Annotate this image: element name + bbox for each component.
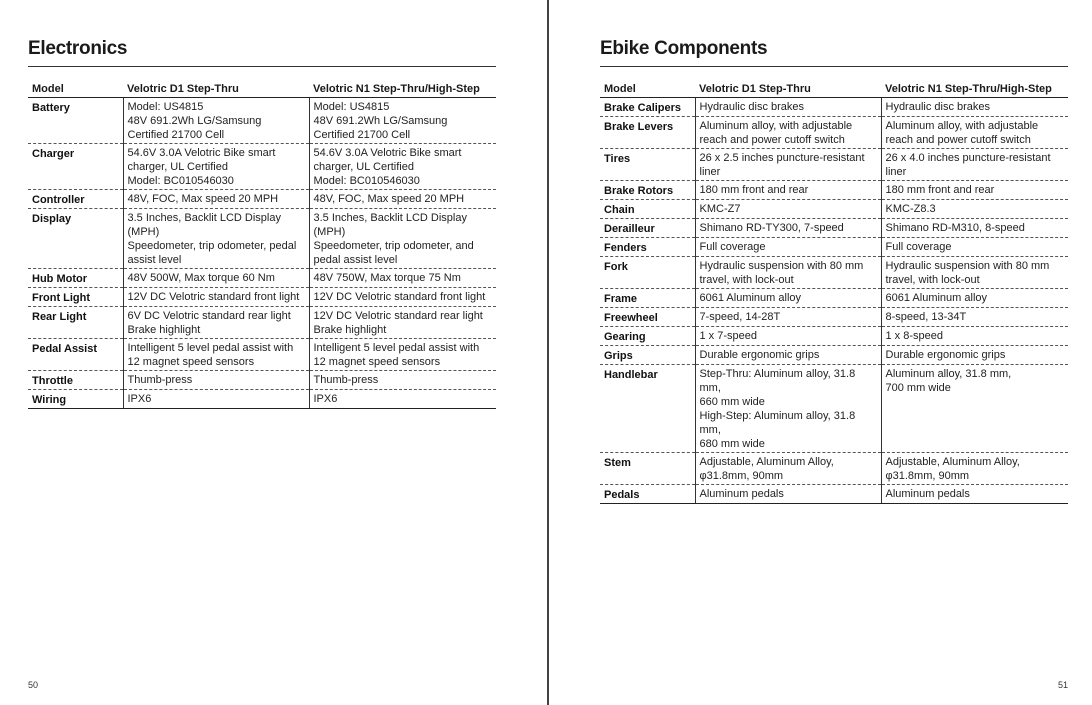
cell-n1: IPX6 bbox=[309, 390, 496, 409]
cell-d1: 48V, FOC, Max speed 20 MPH bbox=[123, 190, 309, 209]
table-row bbox=[600, 238, 1068, 257]
cell-d1: 6061 Aluminum alloy bbox=[695, 289, 881, 308]
cell-n1: Hydraulic disc brakes bbox=[881, 98, 1068, 117]
row-label: Chain bbox=[600, 200, 695, 219]
cell-n1: 180 mm front and rear bbox=[881, 181, 1068, 200]
electronics-spec-table bbox=[28, 80, 496, 409]
table-row bbox=[28, 98, 496, 144]
cell-d1: Intelligent 5 level pedal assist with 12 magnet speed sensors bbox=[123, 339, 309, 371]
cell-d1: 48V 500W, Max torque 60 Nm bbox=[123, 269, 309, 288]
table-row bbox=[600, 98, 1068, 117]
row-label: Throttle bbox=[28, 371, 123, 390]
cell-n1: Thumb-press bbox=[309, 371, 496, 390]
cell-n1: Hydraulic suspension with 80 mm travel, with lock-out bbox=[881, 257, 1068, 289]
table-row bbox=[600, 365, 1068, 453]
cell-d1: KMC-Z7 bbox=[695, 200, 881, 219]
cell-n1: KMC-Z8.3 bbox=[881, 200, 1068, 219]
table-row bbox=[28, 307, 496, 339]
cell-n1: 12V DC Velotric standard front light bbox=[309, 288, 496, 307]
row-label: Brake Calipers bbox=[600, 98, 695, 117]
cell-d1: Aluminum alloy, with adjustable reach and power cutoff switch bbox=[695, 117, 881, 149]
cell-n1: 48V 750W, Max torque 75 Nm bbox=[309, 269, 496, 288]
cell-d1: IPX6 bbox=[123, 390, 309, 409]
row-label: Display bbox=[28, 209, 123, 269]
cell-n1: 54.6V 3.0A Velotric Bike smart charger, UL Certified Model: BC010546030 bbox=[309, 144, 496, 190]
cell-n1: 3.5 Inches, Backlit LCD Display (MPH) Speedometer, trip odometer, and pedal assist level bbox=[309, 209, 496, 269]
row-label: Derailleur bbox=[600, 219, 695, 238]
table-row bbox=[600, 346, 1068, 365]
row-label: Battery bbox=[28, 98, 123, 144]
table-row bbox=[28, 288, 496, 307]
cell-n1: Aluminum alloy, with adjustable reach and power cutoff switch bbox=[881, 117, 1068, 149]
table-row bbox=[600, 200, 1068, 219]
table-row bbox=[600, 257, 1068, 289]
cell-d1: Model: US4815 48V 691.2Wh LG/Samsung Certified 21700 Cell bbox=[123, 98, 309, 144]
column-header: Velotric D1 Step-Thru bbox=[123, 80, 309, 98]
cell-n1: Intelligent 5 level pedal assist with 12 magnet speed sensors bbox=[309, 339, 496, 371]
row-label: Charger bbox=[28, 144, 123, 190]
row-label: Frame bbox=[600, 289, 695, 308]
row-label: Hub Motor bbox=[28, 269, 123, 288]
row-label: Fenders bbox=[600, 238, 695, 257]
column-header: Model bbox=[600, 80, 695, 98]
table-row bbox=[28, 390, 496, 409]
cell-n1: Adjustable, Aluminum Alloy, φ31.8mm, 90mm bbox=[881, 453, 1068, 485]
table-row bbox=[28, 209, 496, 269]
table-header-row bbox=[600, 80, 1068, 98]
cell-n1: 6061 Aluminum alloy bbox=[881, 289, 1068, 308]
table-row bbox=[28, 144, 496, 190]
cell-d1: Durable ergonomic grips bbox=[695, 346, 881, 365]
row-label: Handlebar bbox=[600, 365, 695, 453]
row-label: Tires bbox=[600, 149, 695, 181]
cell-d1: 180 mm front and rear bbox=[695, 181, 881, 200]
cell-d1: 12V DC Velotric standard front light bbox=[123, 288, 309, 307]
table-row bbox=[600, 453, 1068, 485]
cell-d1: 1 x 7-speed bbox=[695, 327, 881, 346]
row-label: Stem bbox=[600, 453, 695, 485]
title-rule bbox=[600, 66, 1068, 67]
row-label: Pedal Assist bbox=[28, 339, 123, 371]
cell-n1: Model: US4815 48V 691.2Wh LG/Samsung Certified 21700 Cell bbox=[309, 98, 496, 144]
title-rule bbox=[28, 66, 496, 67]
table-header-row bbox=[28, 80, 496, 98]
cell-d1: 54.6V 3.0A Velotric Bike smart charger, UL Certified Model: BC010546030 bbox=[123, 144, 309, 190]
table-row bbox=[28, 269, 496, 288]
row-label: Fork bbox=[600, 257, 695, 289]
table-row bbox=[28, 339, 496, 371]
right-page bbox=[549, 0, 1092, 705]
cell-d1: 7-speed, 14-28T bbox=[695, 308, 881, 327]
cell-n1: 26 x 4.0 inches puncture-resistant liner bbox=[881, 149, 1068, 181]
cell-d1: Adjustable, Aluminum Alloy, φ31.8mm, 90mm bbox=[695, 453, 881, 485]
row-label: Front Light bbox=[28, 288, 123, 307]
cell-d1: Full coverage bbox=[695, 238, 881, 257]
row-label: Pedals bbox=[600, 485, 695, 504]
cell-n1: 1 x 8-speed bbox=[881, 327, 1068, 346]
cell-d1: Thumb-press bbox=[123, 371, 309, 390]
cell-n1: Aluminum alloy, 31.8 mm, 700 mm wide bbox=[881, 365, 1068, 453]
cell-d1: 3.5 Inches, Backlit LCD Display (MPH) Speedometer, trip odometer, pedal assist level bbox=[123, 209, 309, 269]
table-row bbox=[600, 117, 1068, 149]
section-title-ebike-components: Ebike Components bbox=[600, 38, 768, 59]
table-row bbox=[600, 327, 1068, 346]
cell-n1: 12V DC Velotric standard rear light Brake highlight bbox=[309, 307, 496, 339]
table-row bbox=[600, 485, 1068, 504]
cell-d1: Hydraulic disc brakes bbox=[695, 98, 881, 117]
row-label: Grips bbox=[600, 346, 695, 365]
cell-n1: Aluminum pedals bbox=[881, 485, 1068, 504]
row-label: Rear Light bbox=[28, 307, 123, 339]
cell-d1: Hydraulic suspension with 80 mm travel, with lock-out bbox=[695, 257, 881, 289]
table-row bbox=[600, 181, 1068, 200]
row-label: Wiring bbox=[28, 390, 123, 409]
cell-d1: Step-Thru: Aluminum alloy, 31.8 mm, 660 mm wide High-Step: Aluminum alloy, 31.8 mm, 680 mm wide bbox=[695, 365, 881, 453]
components-spec-table bbox=[600, 80, 1068, 504]
row-label: Brake Rotors bbox=[600, 181, 695, 200]
cell-d1: Aluminum pedals bbox=[695, 485, 881, 504]
cell-n1: Durable ergonomic grips bbox=[881, 346, 1068, 365]
cell-n1: 8-speed, 13-34T bbox=[881, 308, 1068, 327]
cell-d1: 6V DC Velotric standard rear light Brake highlight bbox=[123, 307, 309, 339]
table-row bbox=[600, 149, 1068, 181]
column-header: Velotric N1 Step-Thru/High-Step bbox=[881, 80, 1068, 98]
table-row bbox=[600, 308, 1068, 327]
table-row bbox=[28, 371, 496, 390]
column-header: Velotric N1 Step-Thru/High-Step bbox=[309, 80, 496, 98]
table-row bbox=[600, 219, 1068, 238]
column-header: Velotric D1 Step-Thru bbox=[695, 80, 881, 98]
column-header: Model bbox=[28, 80, 123, 98]
row-label: Controller bbox=[28, 190, 123, 209]
table-row bbox=[600, 289, 1068, 308]
cell-d1: 26 x 2.5 inches puncture-resistant liner bbox=[695, 149, 881, 181]
section-title-electronics: Electronics bbox=[28, 38, 128, 59]
cell-n1: Full coverage bbox=[881, 238, 1068, 257]
cell-d1: Shimano RD-TY300, 7-speed bbox=[695, 219, 881, 238]
cell-n1: Shimano RD-M310, 8-speed bbox=[881, 219, 1068, 238]
table-row bbox=[28, 190, 496, 209]
page-number: 50 bbox=[28, 680, 39, 690]
cell-n1: 48V, FOC, Max speed 20 MPH bbox=[309, 190, 496, 209]
row-label: Freewheel bbox=[600, 308, 695, 327]
row-label: Brake Levers bbox=[600, 117, 695, 149]
page-number: 51 bbox=[1058, 680, 1069, 690]
row-label: Gearing bbox=[600, 327, 695, 346]
